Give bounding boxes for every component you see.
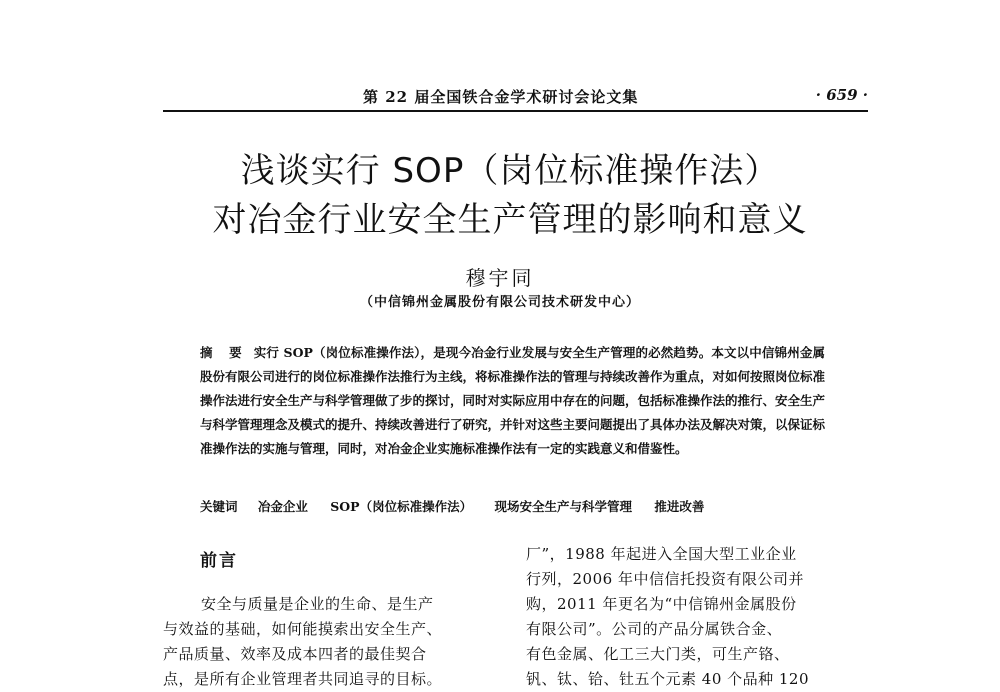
title-line-1: 浅谈实行 SOP（岗位标准操作法） <box>240 151 780 191</box>
body-line: 点，是所有企业管理者共同追寻的目标。 <box>163 670 443 688</box>
keywords <box>200 497 825 515</box>
body-line: 钒、钛、铪、钍五个元素 40 个品种 120 <box>526 670 810 688</box>
header-rule <box>163 110 868 112</box>
keywords-label: 关键词 <box>200 499 238 514</box>
body-line: 安全与质量是企业的生命、是生产 <box>201 595 434 613</box>
page-number: · 659 · <box>815 86 868 104</box>
author-affiliation: （中信锦州金属股份有限公司技术研发中心） <box>359 295 640 310</box>
body-column-left <box>163 592 485 692</box>
body-line: 厂”，1988 年起进入全国大型工业企业 <box>526 545 797 563</box>
body-line: 行列，2006 年中信信托投资有限公司并 <box>526 570 804 588</box>
author-name: 穆宇同 <box>465 266 535 290</box>
abstract-label: 摘 要 <box>200 345 248 360</box>
body-line: 产品质量、效率及成本四者的最佳契合 <box>163 645 427 663</box>
body-line: 购，2011 年更名为“中信锦州金属股份 <box>526 595 797 613</box>
section-heading-intro: 前言 <box>200 551 238 571</box>
body-line: 有色金属、化工三大门类，可生产铬、 <box>526 645 790 663</box>
journal-title: 第 22 届全国铁合金学术研讨会论文集 <box>363 88 639 106</box>
body-line: 与效益的基础，如何能摸索出安全生产、 <box>163 620 443 638</box>
keyword: 现场安全生产与科学管理 <box>494 499 632 514</box>
abstract <box>200 341 825 461</box>
keyword: 冶金企业 <box>257 499 308 514</box>
body-line: 有限公司”。公司的产品分属铁合金、 <box>526 620 783 638</box>
abstract-text: 实行 SOP（岗位标准操作法），是现今冶金行业发展与安全生产管理的必然趋势。本文以中信锦州金属股份有限公司进行的岗位标准操作法推行为主线，将标准操作法的管理与持续改善作为重点，对如何按照岗位标准操作法进行安全生产与科学管理做了步的探讨，同时对实际应用中存在的问题，包括标准操作法的推行、安全生产与科学管理理念及模式的提升、持续改善进行了研究，并针对这些主要问题提出了具体办法及解决对策，以保证标准操作法的实施与管理，同时，对冶金企业实施标准操作法有一定的实践意义和借鉴性。 <box>200 345 826 456</box>
keyword: SOP（岗位标准操作法） <box>330 499 473 514</box>
title-line-2: 对冶金行业安全生产管理的影响和意义 <box>212 200 808 240</box>
body-column-right <box>526 542 866 692</box>
running-header <box>163 86 868 108</box>
keyword: 推进改善 <box>654 499 705 514</box>
